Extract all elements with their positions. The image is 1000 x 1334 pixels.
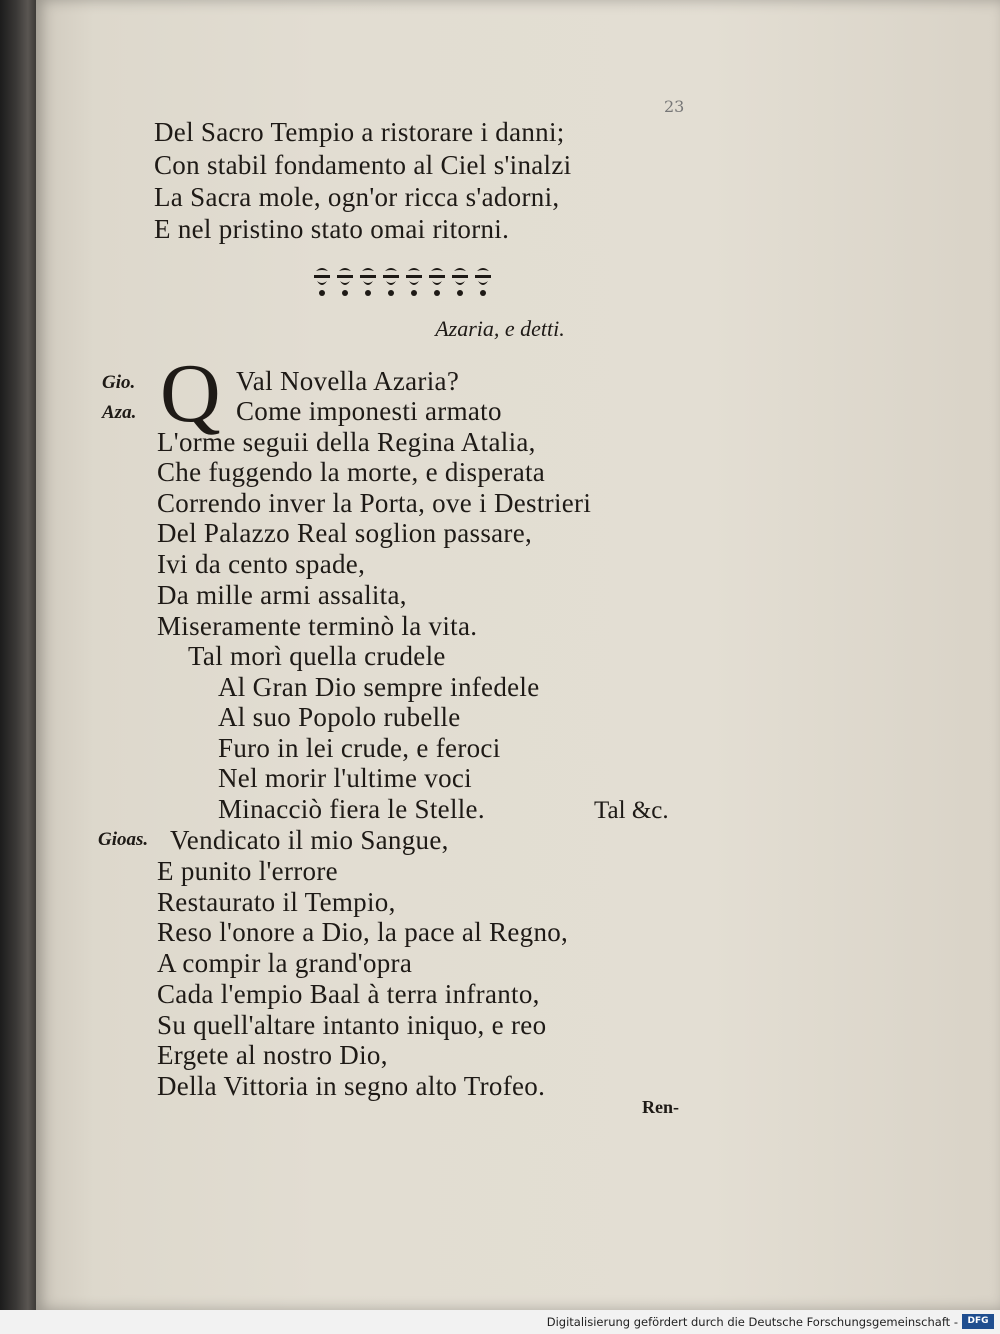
text-line: Ergete al nostro Dio, <box>157 1040 388 1070</box>
drop-cap: Q <box>160 347 221 440</box>
text-line: A compir la grand'opra <box>157 948 413 978</box>
text-line: Miseramente terminò la vita. <box>157 611 478 641</box>
page-number: 23 <box>664 97 685 116</box>
text-line: L'orme seguii della Regina Atalia, <box>157 427 536 457</box>
text-line: Su quell'altare intanto iniquo, e reo <box>157 1010 547 1040</box>
footer-credit: Digitalisierung gefördert durch die Deutsche Forschungsgemeinschaft - <box>546 1315 958 1329</box>
text-line: Del Palazzo Real soglion passare, <box>157 518 533 548</box>
text-line: Al suo Popolo rubelle <box>218 702 461 732</box>
dfg-logo: DFG <box>962 1314 994 1329</box>
text-line: Correndo inver la Porta, ove i Destrieri <box>157 488 592 518</box>
text-line: Da mille armi assalita, <box>157 580 407 610</box>
text-line: Tal morì quella crudele <box>188 641 446 671</box>
text-line: Con stabil fondamento al Ciel s'inalzi <box>154 150 572 180</box>
text-line: Vendicato il mio Sangue, <box>170 825 449 855</box>
text-line: Ivi da cento spade, <box>157 549 366 579</box>
text-line: Del Sacro Tempio a ristorare i danni; <box>154 117 565 147</box>
text-line: Minacciò fiera le Stelle. <box>218 794 485 824</box>
text-line: Reso l'onore a Dio, la pace al Regno, <box>157 917 569 947</box>
scene-heading: Azaria, e detti. <box>435 316 565 341</box>
speaker-label: Aza. <box>102 402 137 423</box>
catchword: Ren- <box>642 1097 679 1117</box>
text-line: Che fuggendo la morte, e disperata <box>157 457 546 487</box>
text-line: Della Vittoria in segno alto Trofeo. <box>157 1071 546 1101</box>
text-line: Cada l'empio Baal à terra infranto, <box>157 979 540 1009</box>
text-line: Come imponesti armato <box>236 396 502 426</box>
text-line: Restaurato il Tempio, <box>157 887 396 917</box>
speaker-label: Gioas. <box>98 829 149 850</box>
text-line: Nel morir l'ultime voci <box>218 763 472 793</box>
text-line: La Sacra mole, ogn'or ricca s'adorni, <box>154 182 560 212</box>
book-spine <box>0 0 40 1310</box>
text-line: Val Novella Azaria? <box>236 366 460 396</box>
text-line: Al Gran Dio sempre infedele <box>218 672 540 702</box>
text-line: Furo in lei crude, e feroci <box>218 733 501 763</box>
fleuron-ornament <box>310 263 500 299</box>
footer-bar <box>0 1310 1000 1334</box>
refrain-note: Tal &c. <box>594 797 669 824</box>
speaker-label: Gio. <box>102 372 136 393</box>
text-line: E punito l'errore <box>157 856 338 886</box>
text-line: E nel pristino stato omai ritorni. <box>154 214 510 244</box>
